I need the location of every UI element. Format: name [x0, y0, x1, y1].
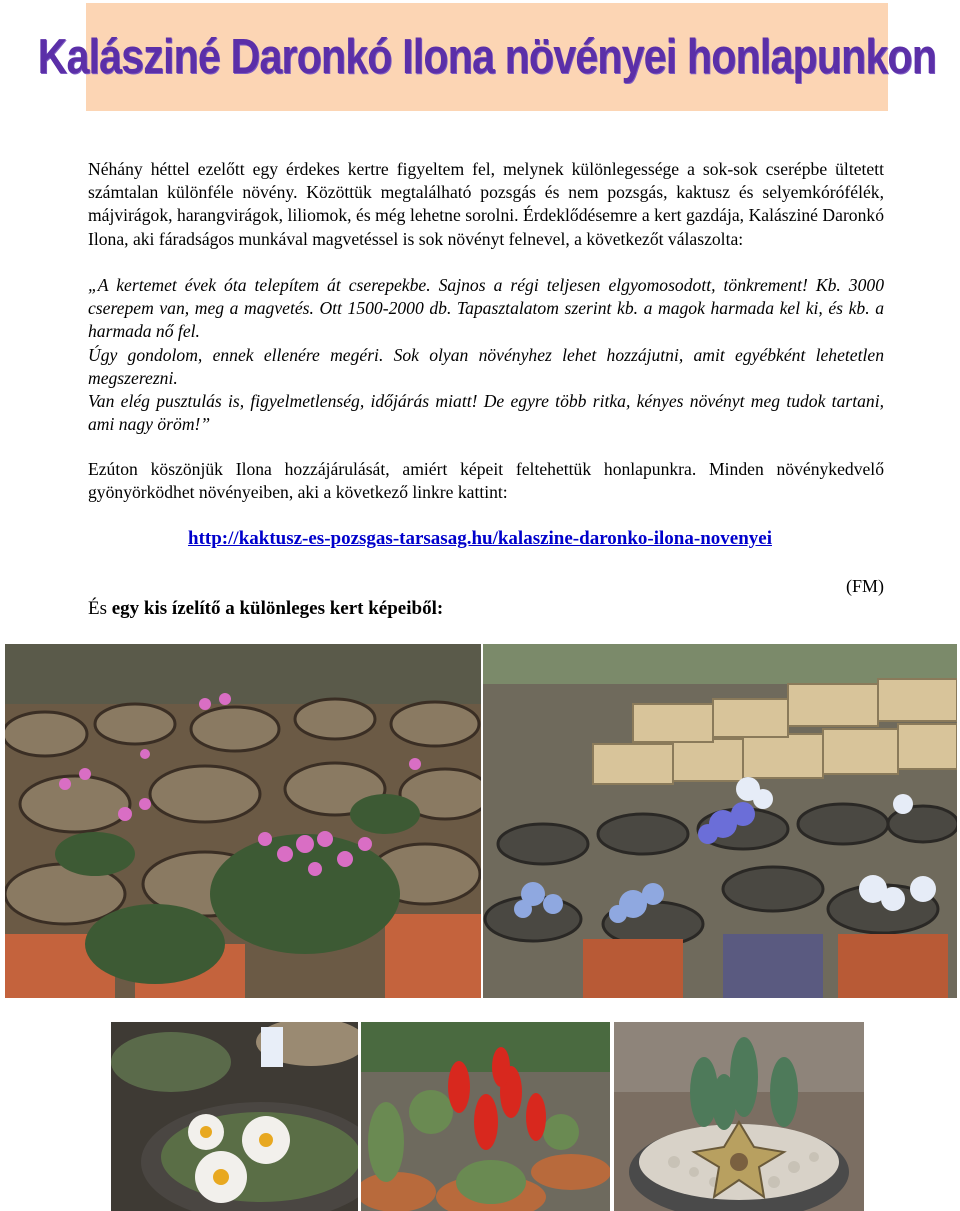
- quote-paragraph-3: Van elég pusztulás is, figyelmetlenség, időjárás miatt! De egyre több ritka, kényes növényt meg tudok tartani, ami nagy öröm!”: [88, 391, 884, 435]
- author-signature: (FM): [845, 576, 884, 596]
- intro-text: Néhány héttel ezelőtt egy érdekes kertre figyeltem fel, melynek különlegessége a sok-sok cserépbe ültetett számtalan különféle növény. Közöttük megtalálható pozsgás és nem pozsgás, kaktusz és selyemkórófélék, májvirágok, harangvirágok, liliomok, és még lehetne sorolni. Érdeklődésemre a kert gazdája, Kalásziné Daronkó Ilona, aki fáradságos munkával magvetéssel is sok növényt felnevel, a következőt válaszolta:: [88, 159, 884, 249]
- photo-starfish-flower: [614, 1022, 864, 1211]
- photo-red-cacti: [361, 1022, 610, 1211]
- photo-white-daisy: [111, 1022, 358, 1211]
- quote-paragraph-2: Úgy gondolom, ennek ellenére megéri. Sok olyan növényhez lehet hozzájutni, amit egyébként lehetetlen megszerezni.: [88, 344, 884, 388]
- gallery-heading-prefix: És: [88, 598, 112, 619]
- banner-title: Kalásziné Daronkó Ilona növényei honlapunkon: [37, 30, 937, 84]
- quote-block: [88, 274, 884, 436]
- intro-paragraph: [88, 158, 884, 251]
- quote-paragraph-1: „A kertemet évek óta telepítem át cserepekbe. Sajnos a régi teljesen elgyomosodott, tönkrement! Kb. 3000 cserepem van, meg a magvetés. Ott 1500-2000 db. Tapasztalatom szerint kb. a magok harmada kel ki, és kb. a harmada nő fel.: [88, 275, 884, 342]
- header-banner: [37, 3, 937, 111]
- website-link[interactable]: http://kaktusz-es-pozsgas-tarsasag.hu/kalaszine-daronko-ilona-novenyei: [188, 528, 772, 549]
- photo-cyclamen-pots: [5, 644, 481, 998]
- gallery-heading-bold: egy kis ízelítő a különleges kert képeiből:: [111, 598, 444, 619]
- photo-iris-pots: [483, 644, 957, 998]
- thanks-text: Ezúton köszönjük Ilona hozzájárulását, amiért képeit feltehettük honlapunkra. Minden növénykedvelő gyönyörködhet növényeiben, aki a következő linkre kattint:: [88, 459, 884, 503]
- thanks-paragraph: [88, 458, 884, 504]
- gallery-heading: [88, 598, 443, 620]
